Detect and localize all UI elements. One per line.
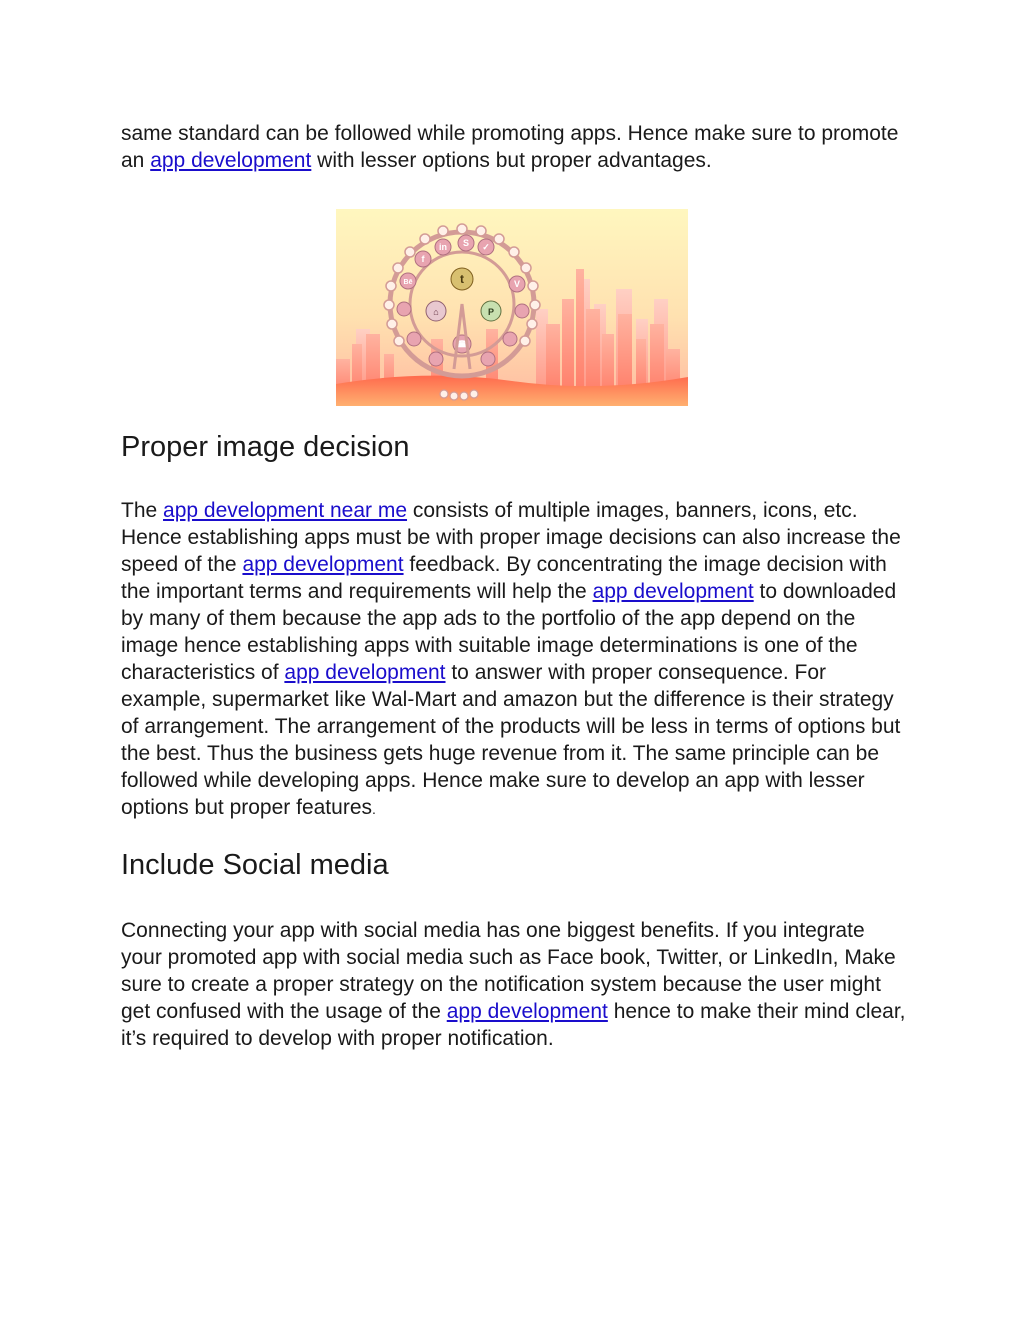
svg-text:S: S [462, 238, 470, 248]
paragraph-text: consists of multiple images, banners, icons, etc. Hence establishing apps must be with proper image decisions can also increase the speed of the [121, 499, 901, 576]
app-development-near-me-link[interactable]: app development near me [163, 499, 408, 522]
svg-text:⌂: ⌂ [433, 307, 439, 317]
svg-text:☎: ☎ [456, 339, 468, 349]
social-media-paragraph [121, 917, 911, 1052]
svg-text:Bē: Bē [403, 279, 413, 286]
svg-text:in: in [439, 242, 447, 252]
app-development-link[interactable]: app development [150, 149, 312, 172]
app-development-link[interactable]: app development [242, 553, 404, 576]
intro-text-1: same standard can be followed while promoting apps. Hence make sure to promote an [121, 122, 899, 172]
svg-text:t: t [460, 272, 464, 286]
svg-text:P: P [487, 307, 495, 317]
app-development-link[interactable]: app development [592, 580, 754, 603]
svg-text:V: V [513, 279, 521, 289]
paragraph-text: hence to make their mind clear, it’s required to develop with proper notification. [121, 1000, 906, 1050]
intro-text-2: with lesser options but proper advantages. [311, 149, 712, 172]
section-heading-proper-image: Proper image decision [121, 431, 410, 463]
paragraph-text: to answer with proper consequence. For example, supermarket like Wal-Mart and amazon but the difference is their strategy of arrangement. The arrangement of the products will be less in terms of options but the best. Thus the business gets huge revenue from it. The same principle can be followed while developing apps. Hence make sure to develop an app with lesser options but proper features [121, 661, 901, 819]
paragraph-text: Connecting your app with social media has one biggest benefits. If you integrate your promoted app with social media such as Face book, Twitter, or LinkedIn, Make sure to create a proper strategy on the notification system because the user might get confused with the usage of the [121, 919, 896, 1023]
social-media-city-image [336, 209, 688, 406]
paragraph-period: . [372, 801, 376, 817]
intro-paragraph [121, 120, 911, 174]
app-development-link[interactable]: app development [284, 661, 446, 684]
paragraph-text: to downloaded by many of them because the app ads to the portfolio of the app depend on the image hence establishing apps with suitable image determinations is one of the characteristics of [121, 580, 897, 684]
paragraph-text: The [121, 499, 164, 522]
section-heading-social-media: Include Social media [121, 849, 389, 881]
document-page [121, 120, 911, 1052]
svg-text:✓: ✓ [482, 242, 490, 252]
proper-image-paragraph [121, 497, 911, 823]
svg-text:f: f [421, 254, 425, 264]
paragraph-text: feedback. By concentrating the image decision with the important terms and requirements will help the [121, 553, 887, 603]
app-development-link[interactable]: app development [446, 1000, 608, 1023]
